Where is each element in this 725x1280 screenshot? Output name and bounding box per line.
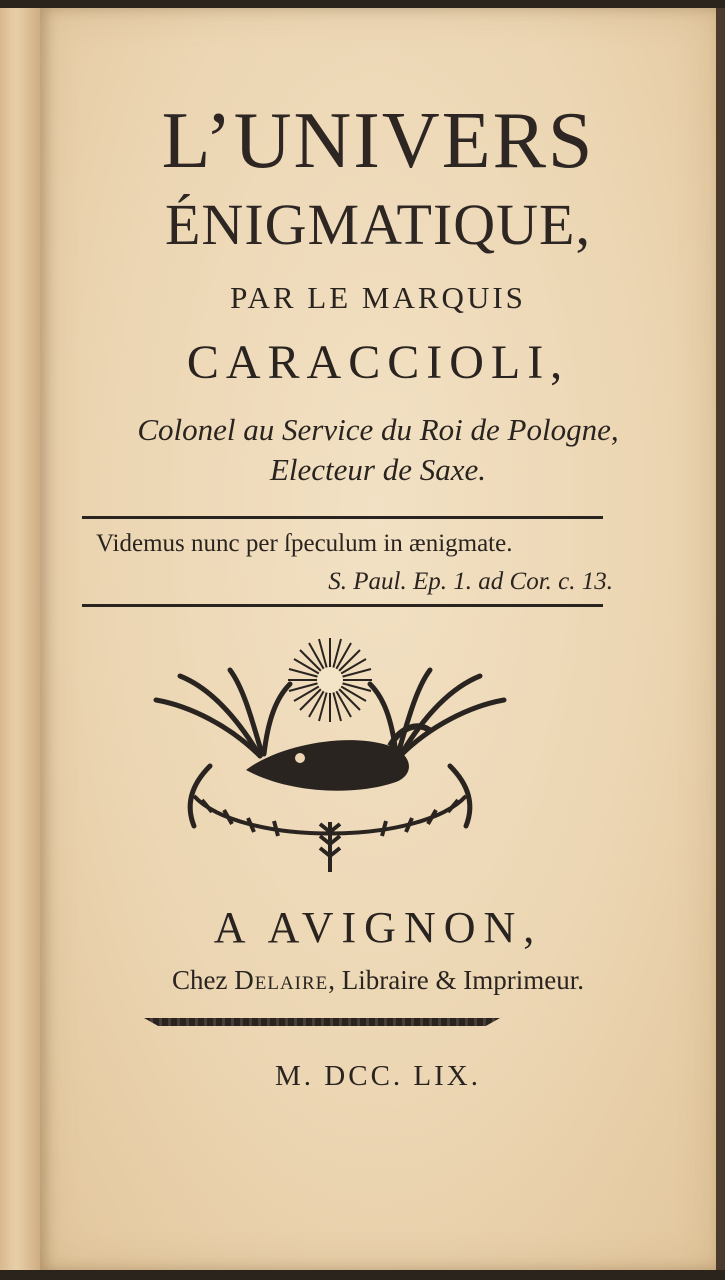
imprint-rule [144, 1018, 500, 1026]
imprint-publisher [40, 962, 716, 998]
title-line-2: ÉNIGMATIQUE, [165, 192, 591, 257]
byline: PAR LE MARQUIS [230, 280, 526, 315]
imprint-place: A AVIGNON, [213, 903, 543, 952]
publisher-prefix: Chez [172, 965, 235, 995]
epigraph-text: Videmus nunc per ſpeculum in ænigmate. [96, 530, 513, 557]
author-name: CARACCIOLI, [186, 336, 570, 389]
author-title-line-1: Colonel au Service du Roi de Pologne, [137, 412, 619, 447]
imprint-date: M. DCC. LIX. [275, 1060, 481, 1092]
sun-center [317, 667, 343, 693]
epigraph-rule-bottom [82, 604, 603, 607]
publisher-suffix: , Libraire & Imprimeur. [328, 965, 584, 995]
epigraph-rule-top [82, 516, 603, 519]
dolphin [246, 740, 409, 791]
title-line-1: L’UNIVERS [161, 97, 595, 185]
hanging-wheat [320, 822, 340, 872]
sun-dolphin-foliage-vignette-icon [150, 636, 510, 876]
left-foliage [156, 670, 290, 826]
scan-border [716, 8, 725, 1270]
publisher-name: Delaire [234, 965, 329, 995]
previous-page-edge [0, 8, 42, 1270]
author-title-line-2: Electeur de Saxe. [269, 452, 487, 487]
epigraph-citation: S. Paul. Ep. 1. ad Cor. c. 13. [328, 568, 613, 595]
